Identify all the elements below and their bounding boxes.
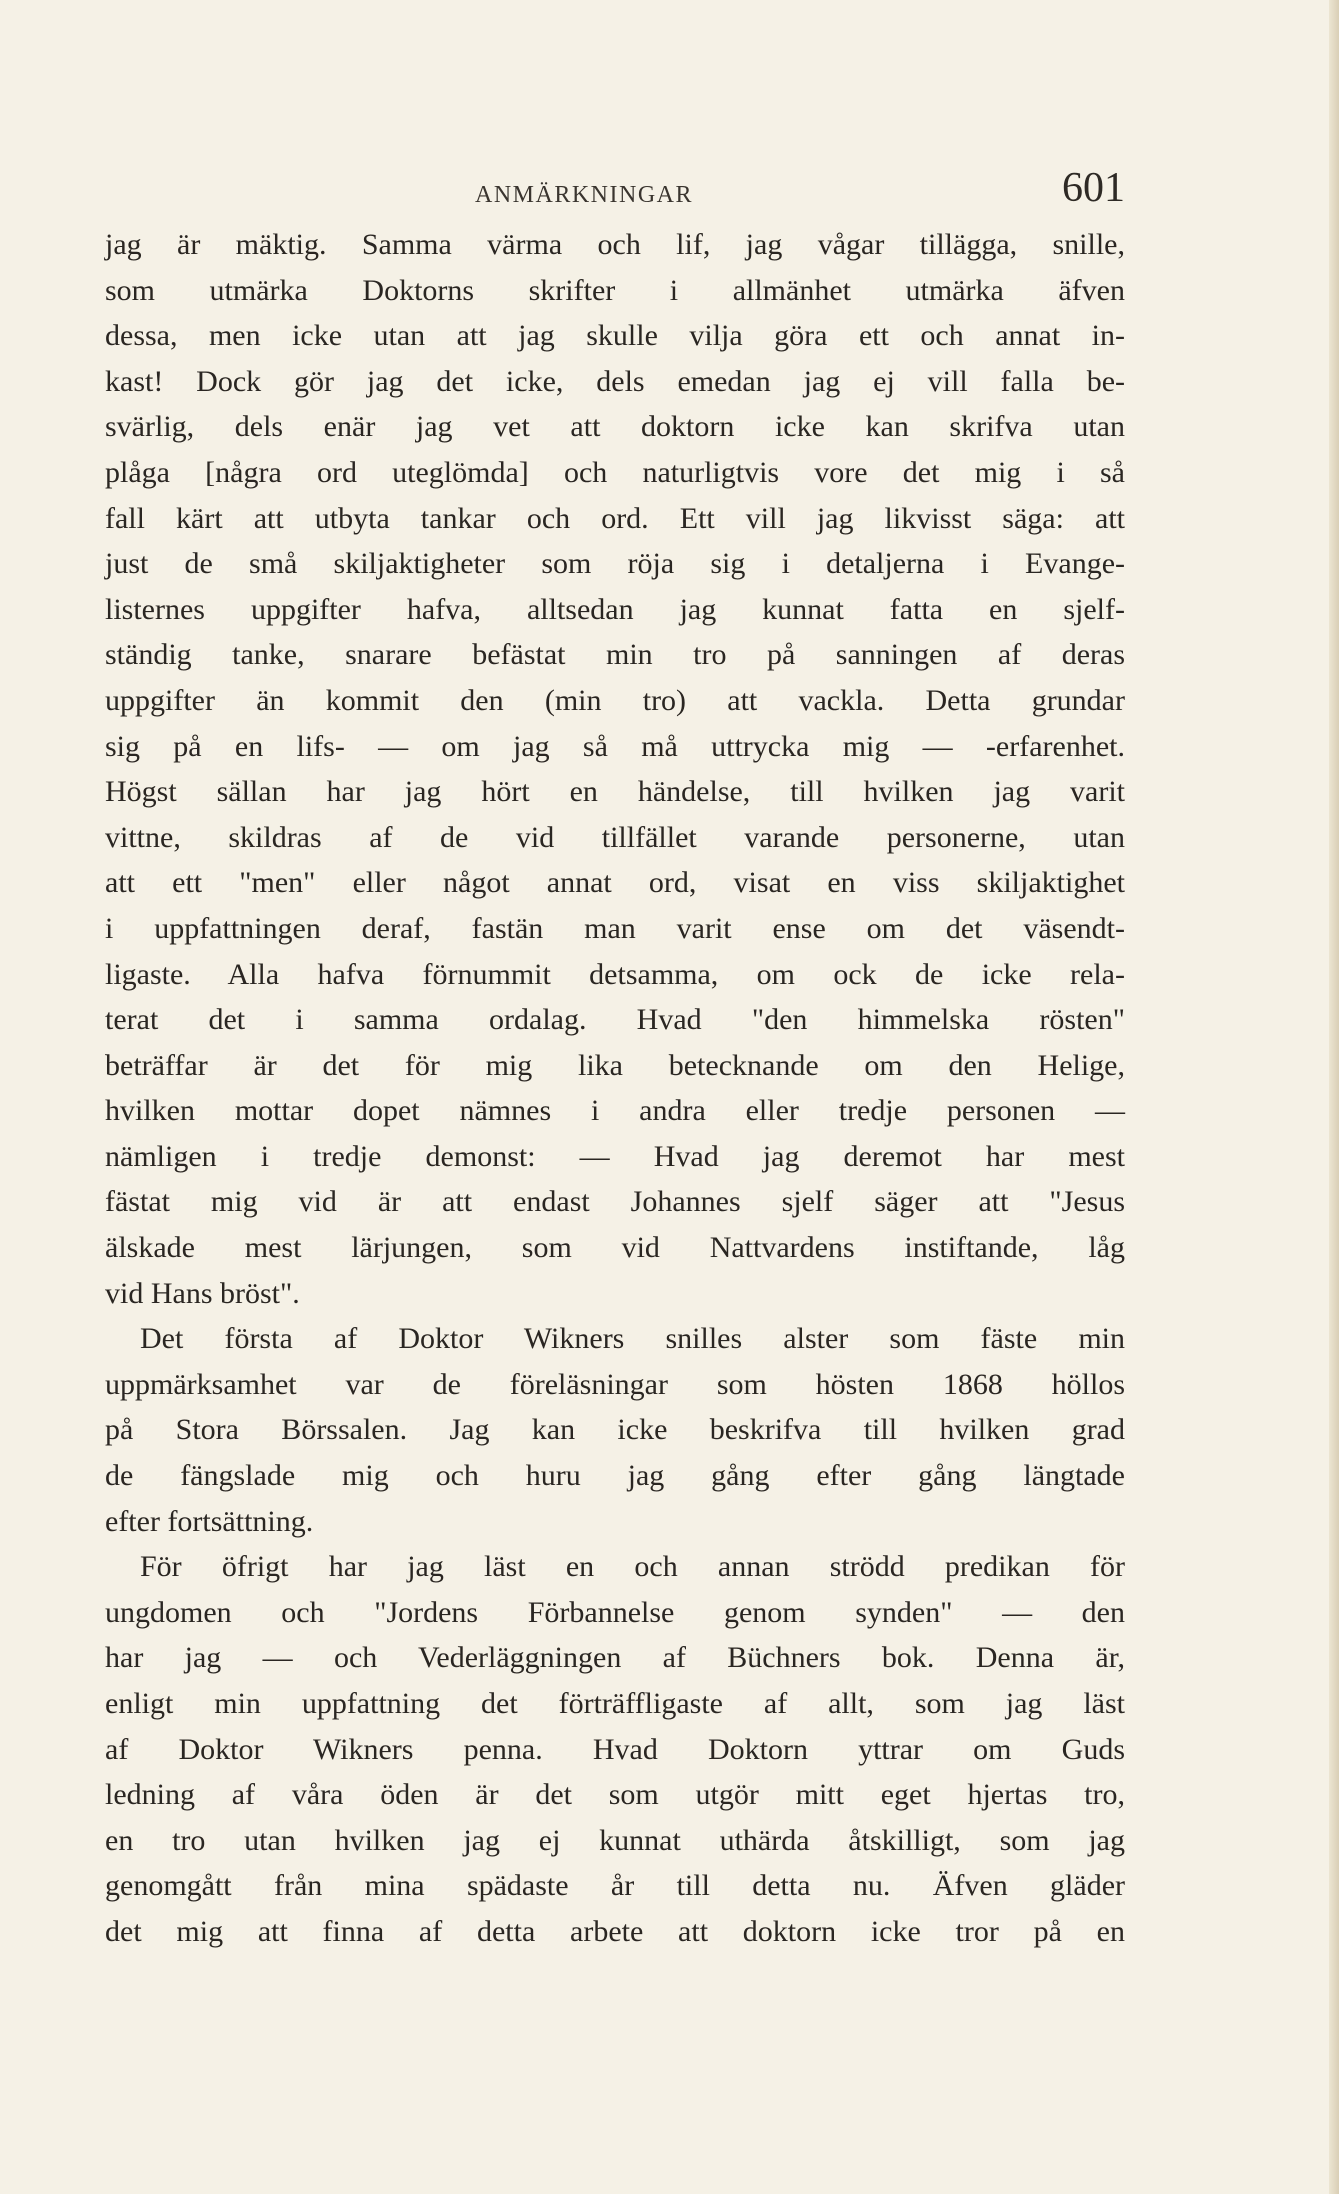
book-page: [105, 160, 1125, 1955]
running-title: ANMÄRKNINGAR: [475, 182, 694, 208]
text-line: genomgått från mina spädaste år till detta nu. Äfven gläder: [105, 1869, 1125, 1903]
running-head: [105, 160, 1125, 220]
text-line: uppmärksamhet var de föreläsningar som hösten 1868 höllos: [105, 1367, 1125, 1401]
text-line: att ett "men" eller något annat ord, visat en viss skiljaktighet: [105, 866, 1125, 900]
text-line: fästat mig vid är att endast Johannes sjelf säger att "Jesus: [105, 1185, 1125, 1219]
text-line: beträffar är det för mig lika betecknande om den Helige,: [105, 1048, 1125, 1082]
page-edge: [1329, 0, 1339, 2194]
paragraph-start-line: Det första af Doktor Wikners snilles alster som fäste min: [140, 1322, 1125, 1356]
text-line: plåga [några ord uteglömda] och naturligtvis vore det mig i så: [105, 455, 1125, 489]
text-line: hvilken mottar dopet nämnes i andra eller tredje personen —: [105, 1094, 1125, 1128]
text-line: i uppfattningen deraf, fastän man varit ense om det väsendt-: [105, 911, 1125, 945]
text-line: sig på en lifs- — om jag så må uttrycka mig — -erfarenhet.: [105, 729, 1125, 763]
body-text: [105, 222, 1125, 1955]
paragraph-start-line: För öfrigt har jag läst en och annan strödd predikan för: [140, 1550, 1125, 1584]
text-line: ständig tanke, snarare befästat min tro på sanningen af deras: [105, 638, 1125, 672]
text-line: uppgifter än kommit den (min tro) att vackla. Detta grundar: [105, 683, 1125, 717]
text-line: det mig att finna af detta arbete att doktorn icke tror på en: [105, 1914, 1125, 1948]
text-line: vittne, skildras af de vid tillfället varande personerne, utan: [105, 820, 1125, 854]
paragraph-end-line: efter fortsättning.: [105, 1504, 314, 1538]
text-line: ligaste. Alla hafva förnummit detsamma, om ock de icke rela-: [105, 957, 1125, 991]
text-line: kast! Dock gör jag det icke, dels emedan jag ej vill falla be-: [105, 364, 1125, 398]
text-line: enligt min uppfattning det förträffligaste af allt, som jag läst: [105, 1687, 1125, 1720]
text-line: en tro utan hvilken jag ej kunnat uthärda åtskilligt, som jag: [105, 1823, 1125, 1857]
text-line: svärlig, dels enär jag vet att doktorn icke kan skrifva utan: [105, 410, 1125, 444]
text-line: nämligen i tredje demonst: — Hvad jag deremot har mest: [105, 1139, 1125, 1173]
text-line: ungdomen och "Jordens Förbannelse genom synden" — den: [105, 1595, 1125, 1629]
text-line: ledning af våra öden är det som utgör mitt eget hjertas tro,: [105, 1778, 1125, 1812]
text-line: listernes uppgifter hafva, alltsedan jag kunnat fatta en sjelf-: [105, 592, 1125, 626]
text-line: Högst sällan har jag hört en händelse, till hvilken jag varit: [105, 775, 1125, 809]
text-line: på Stora Börssalen. Jag kan icke beskrifva till hvilken grad: [105, 1413, 1125, 1447]
text-line: jag är mäktig. Samma värma och lif, jag vågar tillägga, snille,: [105, 228, 1125, 261]
paragraph-end-line: vid Hans bröst".: [105, 1276, 300, 1310]
page-number: 601: [1062, 165, 1125, 211]
text-line: af Doktor Wikners penna. Hvad Doktorn yttrar om Guds: [105, 1732, 1125, 1766]
text-line: har jag — och Vederläggningen af Büchners bok. Denna är,: [105, 1641, 1125, 1675]
text-line: som utmärka Doktorns skrifter i allmänhet utmärka äfven: [105, 273, 1125, 307]
text-line: älskade mest lärjungen, som vid Nattvardens instiftande, låg: [105, 1231, 1125, 1265]
text-line: fall kärt att utbyta tankar och ord. Ett vill jag likvisst säga: att: [105, 501, 1125, 535]
text-line: terat det i samma ordalag. Hvad "den himmelska rösten": [105, 1003, 1125, 1037]
text-line: dessa, men icke utan att jag skulle vilja göra ett och annat in-: [105, 319, 1125, 353]
text-line: de fängslade mig och huru jag gång efter gång längtade: [105, 1459, 1125, 1493]
text-line: just de små skiljaktigheter som röja sig i detaljerna i Evange-: [105, 547, 1125, 581]
